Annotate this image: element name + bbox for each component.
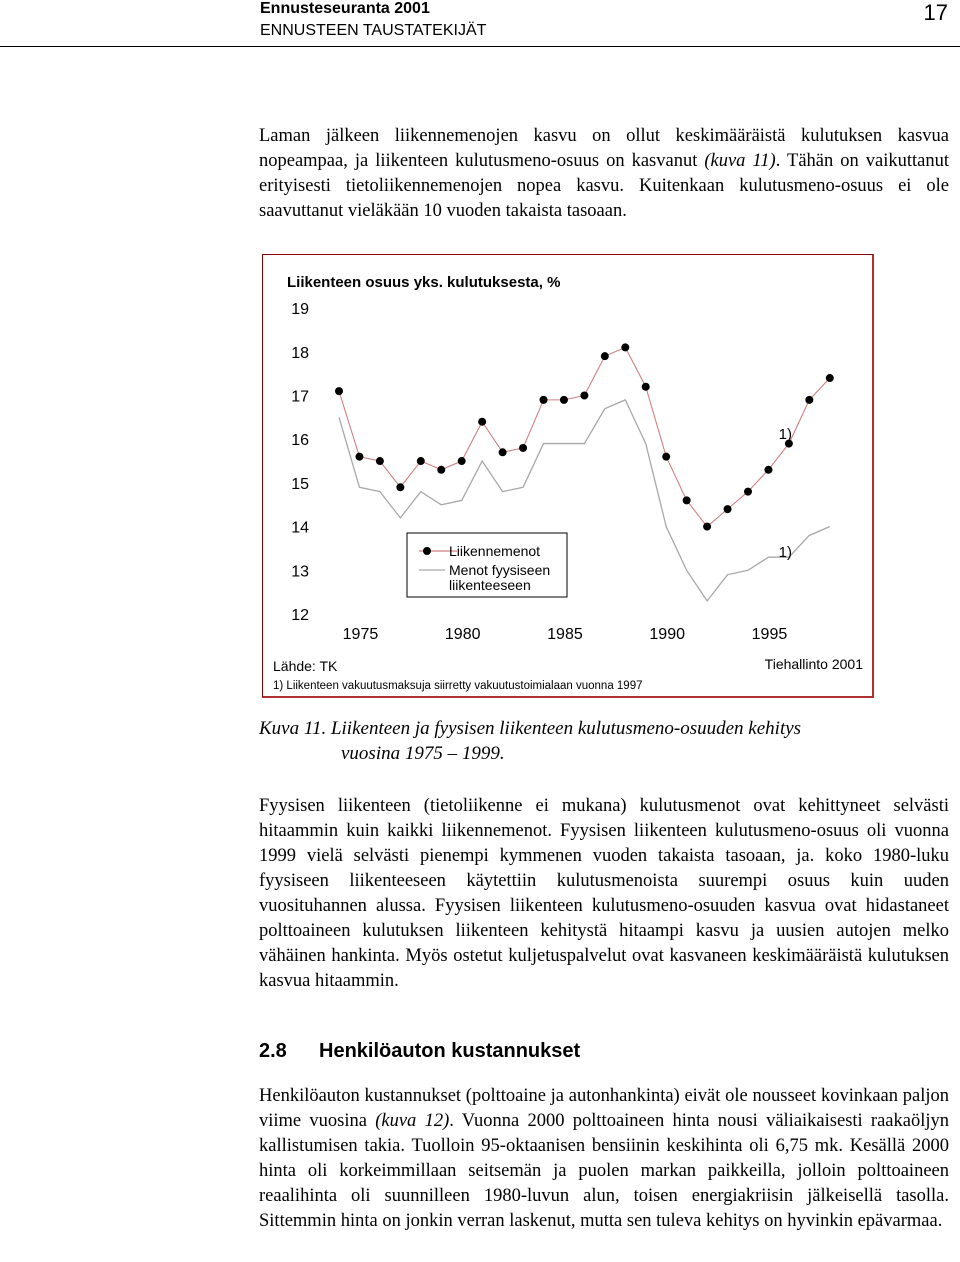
data-point [478, 418, 486, 426]
page-number: 17 [923, 0, 948, 25]
body-paragraph-3 [259, 1084, 949, 1234]
annotation-label: 1) [778, 425, 793, 443]
body-paragraph-2: Fyysisen liikenteen (tietoliikenne ei mukana) kulutusmenot ovat kehittyneet selvästi hitaammin kuin kaikki liikennemenot. Fyysisen liikenteen kulutusmeno-osuus oli vuonna 1999 vielä selvästi pienempi kymmenen vuoden takaista tasoaan, ja. koko 1980-luku fyysiseen liikenteeseen käytettiin kulutusmenoista suurempi osuus kuin uuden vuosituhannen alussa. Fyysisen liikenteen kulutusmeno-osuuden kasvua ovat hidastaneet polttoaineen kulutuksen liikenteen kehitystä hitaampi kasvu ja uusien autojen melko vähäinen hankinta. Myös ostetut kuljetuspalvelut ovat kasvaneen keskimääräistä kulutuksen kasvua hitaammin. [259, 796, 949, 991]
data-point [580, 392, 588, 400]
data-point [621, 343, 629, 351]
section-number: 2.8 [259, 1040, 287, 1062]
data-point [662, 453, 670, 461]
x-tick-label: 1990 [649, 626, 685, 643]
para3-text-before: Henkilöauton kustannukset (polttoaine ja autonhankinta) eivät ole nousseet kovinkaan paljon viime vuosina [259, 1086, 949, 1131]
y-tick-label: 16 [291, 432, 309, 450]
data-point [499, 448, 507, 456]
para3-figure-ref: (kuva 12) [375, 1111, 450, 1131]
line-chart [263, 255, 871, 695]
section-title: Henkilöauton kustannukset [319, 1040, 581, 1062]
chart-frame [262, 254, 874, 698]
data-point [683, 496, 691, 504]
x-axis-tick-labels [343, 626, 788, 643]
source-right: Tiehallinto 2001 [764, 656, 863, 672]
data-point [601, 352, 609, 360]
annotation-label: 1) [778, 543, 793, 561]
x-tick-label: 1980 [444, 626, 481, 643]
series-traffic-expenditure [335, 343, 834, 530]
x-tick-label: 1985 [547, 626, 583, 643]
data-point [519, 444, 527, 452]
data-point [355, 453, 363, 461]
legend-marker-traffic [423, 547, 431, 555]
data-point [417, 457, 425, 465]
x-tick-label: 1975 [342, 626, 379, 643]
legend-label-physical: Menot fyysiseen liikenteeseen [449, 562, 551, 593]
source-left: Lähde: TK [273, 658, 338, 674]
caption-line2: vuosina 1975 – 1999. [341, 743, 505, 764]
data-point [724, 505, 732, 513]
data-point [335, 387, 343, 395]
section-heading [259, 1040, 580, 1063]
y-tick-label: 17 [291, 388, 309, 406]
caption-line1: Liikenteen ja fyysisen liikenteen kulutusmeno-osuuden kehitys [330, 718, 802, 739]
data-point [805, 396, 813, 404]
chart-title: Liikenteen osuus yks. kulutuksesta, % [287, 274, 561, 291]
y-tick-label: 12 [291, 607, 309, 624]
y-axis-tick-labels [291, 301, 309, 624]
y-tick-label: 14 [291, 519, 309, 537]
data-point [540, 396, 548, 404]
data-point [458, 457, 466, 465]
intro-paragraph [259, 124, 949, 224]
y-tick-label: 15 [291, 475, 309, 493]
series-traffic-line [339, 347, 830, 526]
running-header-title: Ennusteseuranta 2001 [260, 0, 430, 17]
data-point [703, 523, 711, 531]
chart-footnote: 1) Liikenteen vakuutusmaksuja siirretty vakuutustoimialaan vuonna 1997 [273, 680, 643, 692]
y-tick-label: 13 [291, 563, 309, 581]
data-point [376, 457, 384, 465]
data-point [437, 466, 445, 474]
data-point [744, 488, 752, 496]
data-point [560, 396, 568, 404]
intro-text-after: . Tähän on vaikuttanut erityisesti tietoliikennemenojen nopea kasvu. Kuitenkaan kulutusmeno-osuus ei ole saavuttanut vieläkään 10 vuoden takaista tasoaan. [259, 151, 949, 221]
figure-caption [259, 716, 859, 766]
para3-text-after: . Vuonna 2000 polttoaineen hinta nousi väliaikaisesti raakaöljyn kallistumisen takia. Tuolloin 95-oktaanisen bensiinin keskihinta oli 6,75 mk. Kesällä 2000 hinta oli korkeimmillaan seitsemän ja puolen markan paikkeilla, jolloin polttoaineen reaalihinta oli suunnilleen 1980-luvun alun, toisen energiakriisin jälkeisellä tasolla. Sittemmin hinta on jonkin verran laskenut, mutta sen tuleva kehitys on hyvinkin epävarmaa. [259, 1111, 950, 1231]
data-point [826, 374, 834, 382]
data-point [642, 383, 650, 391]
x-tick-label: 1995 [751, 626, 788, 643]
header-divider [0, 46, 960, 47]
intro-text-before: Laman jälkeen liikennemenojen kasvu on ollut keskimääräistä kulutuksen kasvua nopeampaa, ja liikenteen kulutusmeno-osuus on kasvanut [259, 126, 949, 171]
legend-label-traffic: Liikennemenot [449, 543, 541, 559]
intro-figure-ref: (kuva 11) [704, 151, 776, 171]
running-header-subtitle: ENNUSTEEN TAUSTATEKIJÄT [260, 22, 487, 39]
chart-legend [407, 533, 567, 597]
y-tick-label: 18 [291, 344, 309, 362]
data-point [764, 466, 772, 474]
caption-label: Kuva 11. [259, 718, 327, 739]
y-tick-label: 19 [291, 301, 309, 319]
data-point [396, 483, 404, 491]
